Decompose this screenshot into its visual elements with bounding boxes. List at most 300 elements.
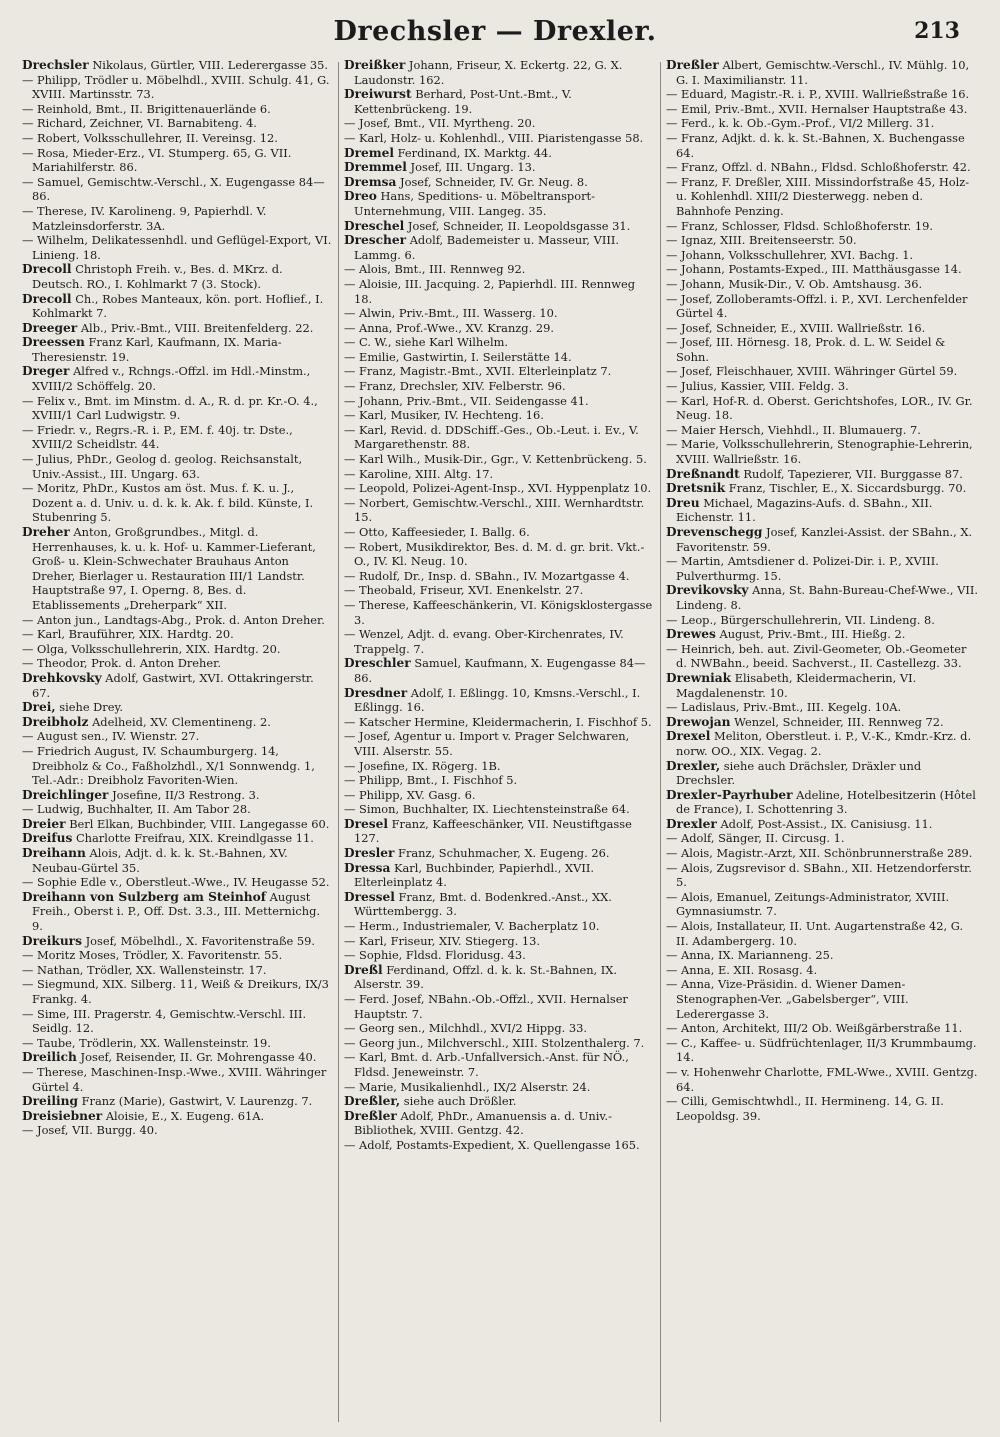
entry-surname: Dreßl [344, 962, 383, 977]
directory-entry [666, 262, 978, 277]
entry-text: — Georg jun., Milchverschl., XIII. Stolzenthalerg. 7. [344, 1035, 645, 1050]
entry-surname: Dreichlinger [22, 787, 109, 802]
entry-text: — Franz, Schlosser, Fldsd. Schloßhoferstr. 19. [666, 218, 934, 233]
entry-surname: Drechsler [22, 58, 89, 72]
entry-text: — Richard, Zeichner, VI. Barnabiteng. 4. [22, 116, 257, 131]
entry-text: Adelheid, XV. Clementineng. 2. [92, 714, 271, 729]
directory-entry [22, 802, 334, 817]
directory-entry [666, 890, 978, 919]
directory-entry [666, 437, 978, 466]
directory-entry [666, 846, 978, 861]
directory-entry [22, 1050, 334, 1065]
directory-entry [666, 642, 978, 671]
entry-surname: Dremel [344, 145, 395, 160]
entry-text: — Philipp, Bmt., I. Fischhof 5. [344, 773, 518, 788]
page-header [30, 12, 960, 52]
directory-entry [22, 890, 334, 934]
directory-entry [22, 394, 334, 423]
directory-entry [344, 861, 656, 890]
directory-entry [344, 350, 656, 365]
entry-text: Anna, St. Bahn-Bureau-Chef-Wwe., VII. Lindeng. 8. [676, 583, 978, 612]
directory-entry [344, 452, 656, 467]
entry-text: — Karl, Brauführer, XIX. Hardtg. 20. [22, 627, 234, 642]
entry-text: — Karl, Holz- u. Kohlenhdl., VIII. Piaristengasse 58. [344, 130, 644, 145]
entry-text: — Karl, Friseur, XIV. Stiegerg. 13. [344, 933, 540, 948]
entry-text: — Franz, Magistr.-Bmt., XVII. Elterleinplatz 7. [344, 364, 612, 379]
entry-surname: Dressa [344, 860, 391, 875]
entry-surname: Drewniak [666, 670, 732, 685]
column-divider [660, 62, 661, 1422]
entry-text: — Nathan, Trödler, XX. Wallensteinstr. 17. [22, 962, 267, 977]
entry-text: August Freih., Oberst i. P., Off. Dst. 3.3., III. Metternichg. 9. [32, 889, 321, 934]
directory-entry [666, 1036, 978, 1065]
entry-surname: Dreessen [22, 335, 85, 350]
directory-entry [666, 394, 978, 423]
column-3 [666, 58, 978, 1428]
entry-text: — Johann, Postamts-Exped., III. Matthäusgasse 14. [666, 262, 962, 277]
entry-text: — Marie, Musikalienhdl., IX/2 Alserstr. 24. [344, 1079, 591, 1094]
directory-entry [22, 1036, 334, 1051]
entry-text: — Heinrich, beh. aut. Zivil-Geometer, Ob.-Geometer d. NWBahn., beeid. Sachverst., II. Castellezg. 33. [666, 641, 967, 671]
directory-entry [344, 729, 656, 758]
entry-text: Johann, Friseur, X. Eckertg. 22, G. X. Laudonstr. 162. [354, 58, 623, 87]
entry-text: — Wilhelm, Delikatessenhdl. und Geflügel-Export, VI. Linieng. 18. [22, 233, 332, 262]
directory-entry [344, 219, 656, 234]
directory-entry [666, 160, 978, 175]
entry-text: Christoph Freih. v., Bes. d. MKrz. d. Deutsch. RO., I. Kohlmarkt 7 (3. Stock). [32, 262, 283, 291]
directory-entry [22, 934, 334, 949]
entry-text: — Ferd. Josef, NBahn.-Ob.-Offzl., XVII. Hernalser Hauptstr. 7. [344, 992, 628, 1021]
directory-entry [344, 131, 656, 146]
entry-text: Hans, Speditions- u. Möbeltransport-Unternehmung, VIII. Langeg. 35. [354, 189, 595, 218]
entry-text: Berl Elkan, Buchbinder, VIII. Langegasse 60. [69, 816, 330, 831]
directory-entry [22, 875, 334, 890]
entry-text: — Karl, Bmt. d. Arb.-Unfallversich.-Anst. für NÖ., Fldsd. Jeneweinstr. 7. [344, 1050, 629, 1079]
entry-text: — Josef, Agentur u. Import v. Prager Selchwaren, VIII. Alserstr. 55. [344, 729, 630, 758]
entry-text: Adolf, Bademeister u. Masseur, VIII. Lammg. 6. [354, 233, 619, 262]
directory-entry [344, 686, 656, 715]
entry-surname: Dretsnik [666, 481, 726, 496]
entry-text: — Eduard, Magistr.-R. i. P., XVIII. Wallrießstraße 16. [666, 87, 970, 102]
entry-surname: Drescher [344, 233, 407, 248]
directory-entry [344, 233, 656, 262]
directory-entry [666, 219, 978, 234]
directory-entry [344, 262, 656, 277]
directory-entry [344, 1080, 656, 1095]
directory-entry [344, 817, 656, 846]
entry-text: — Moritz, PhDr., Kustos am öst. Mus. f. K. u. J., Dozent a. d. Univ. u. d. k. k. Ak. f. bild. Künste, I. Stubenring 5. [22, 481, 314, 525]
directory-entry [22, 977, 334, 1006]
entry-text: Franz (Marie), Gastwirt, V. Laurenzg. 7. [81, 1094, 313, 1109]
directory-entry [22, 729, 334, 744]
entry-surname: Dreu [666, 495, 700, 510]
entry-text: — Josef, III. Hörnesg. 18, Prok. d. L. W. Seidel & Sohn. [666, 335, 946, 364]
directory-entry [22, 58, 334, 73]
directory-entry [344, 773, 656, 788]
entry-text: siehe Drey. [59, 700, 124, 715]
entry-text: — Moritz Moses, Trödler, X. Favoritenstr. 55. [22, 948, 283, 963]
directory-entry [344, 525, 656, 540]
entry-text: — Sime, III. Pragerstr. 4, Gemischtw.-Verschl. III. Seidlg. 12. [22, 1006, 307, 1036]
directory-entry [344, 364, 656, 379]
entry-surname: Drexler, [666, 758, 721, 773]
entry-text: — Therese, Kaffeeschänkerin, VI. Königsklostergasse 3. [344, 597, 653, 627]
entry-surname: Dreiwurst [344, 87, 412, 102]
directory-entry [344, 306, 656, 321]
entry-text: — Theodor, Prok. d. Anton Dreher. [22, 656, 221, 671]
entry-text: — Anton, Architekt, III/2 Ob. Weißgärberstraße 11. [666, 1021, 963, 1036]
entry-text: — Maier Hersch, Viehhdl., II. Blumauerg. 7. [666, 422, 921, 437]
directory-entry [666, 525, 978, 554]
entry-text: Adeline, Hotelbesitzerin (Hôtel de France), I. Schottenring 3. [676, 787, 976, 817]
entry-text: Josef, Kanzlei-Assist. der SBahn., X. Favoritenstr. 59. [676, 525, 973, 554]
directory-entry [344, 1036, 656, 1051]
directory-entry [666, 613, 978, 628]
directory-entry [344, 846, 656, 861]
entry-text: Albert, Gemischtw.-Verschl., IV. Mühlg. 10, G. I. Maximilianstr. 11. [676, 58, 970, 87]
directory-entry [666, 963, 978, 978]
entry-text: Aloisie, E., X. Eugeng. 61A. [105, 1108, 265, 1123]
directory-entry [666, 817, 978, 832]
entry-text: — C. W., siehe Karl Wilhelm. [344, 335, 509, 350]
entry-surname: Dresdner [344, 685, 408, 700]
directory-entry [22, 131, 334, 146]
entry-text: — Anna, IX. Marianneng. 25. [666, 948, 834, 963]
directory-entry [666, 102, 978, 117]
entry-surname: Dreßler [666, 58, 719, 72]
directory-entry [666, 831, 978, 846]
entry-text: Adolf, I. Eßlingg. 10, Kmsns.-Verschl., I. Eßlingg. 16. [354, 685, 641, 715]
directory-entry [666, 948, 978, 963]
entry-surname: Dreißker [344, 58, 406, 72]
directory-entry [666, 496, 978, 525]
entry-surname: Dressel [344, 889, 395, 904]
directory-entry [22, 321, 334, 336]
directory-entry [666, 715, 978, 730]
directory-entry [22, 627, 334, 642]
directory-entry [22, 715, 334, 730]
entry-surname: Dreikurs [22, 933, 82, 948]
directory-entry [666, 977, 978, 1021]
directory-entry [344, 116, 656, 131]
directory-entry [666, 729, 978, 758]
directory-entry [22, 671, 334, 700]
entry-surname: Dreßler, [344, 1094, 401, 1109]
directory-entry [344, 788, 656, 803]
entry-text: — Alois, Installateur, II. Unt. Augartenstraße 42, G. II. Adambergerg. 10. [666, 919, 964, 948]
directory-entry [666, 627, 978, 642]
directory-entry [22, 335, 334, 364]
directory-entry [666, 364, 978, 379]
entry-text: — Franz, Offzl. d. NBahn., Fldsd. Schloßhoferstr. 42. [666, 160, 971, 175]
entry-text: Josef, III. Ungarg. 13. [410, 160, 536, 175]
entry-surname: Dreßler [344, 1108, 397, 1123]
directory-entry [22, 846, 334, 875]
directory-entry [22, 175, 334, 204]
directory-entry [22, 423, 334, 452]
entry-text: — Herm., Industriemaler, V. Bacherplatz 10. [344, 919, 600, 934]
directory-entry [22, 116, 334, 131]
directory-entry [22, 481, 334, 525]
directory-entry [22, 744, 334, 788]
entry-text: — Wenzel, Adjt. d. evang. Ober-Kirchenrates, IV. Trappelg. 7. [344, 627, 624, 656]
directory-entry [344, 481, 656, 496]
directory-entry [344, 160, 656, 175]
entry-text: — Julius, Kassier, VIII. Feldg. 3. [666, 379, 849, 394]
entry-text: — Ferd., k. k. Ob.-Gym.-Prof., VI/2 Millerg. 31. [666, 116, 935, 131]
entry-text: — Aloisie, III. Jacquing. 2, Papierhdl. III. Rennweg 18. [344, 276, 636, 306]
entry-surname: Dreifus [22, 831, 73, 846]
column-divider [338, 62, 339, 1422]
entry-surname: Dresel [344, 816, 388, 831]
directory-entry [344, 189, 656, 218]
entry-surname: Dreschler [344, 656, 411, 671]
entry-text: Rudolf, Tapezierer, VII. Burggasse 87. [743, 466, 963, 481]
entry-text: — Johann, Priv.-Bmt., VII. Seidengasse 41. [344, 393, 589, 408]
directory-entry [22, 73, 334, 102]
entry-text: Adolf, PhDr., Amanuensis a. d. Univ.-Bibliothek, XVIII. Gentzg. 42. [354, 1108, 612, 1138]
directory-entry [344, 934, 656, 949]
entry-text: — Rudolf, Dr., Insp. d. SBahn., IV. Mozartgasse 4. [344, 568, 630, 583]
entry-text: — Friedr. v., Regrs.-R. i. P., EM. f. 40j. tr. Dste., XVIII/2 Scheidlstr. 44. [22, 422, 293, 452]
entry-text: — Philipp, Trödler u. Möbelhdl., XVIII. Schulg. 41, G. XVIII. Martinsstr. 73. [22, 72, 330, 102]
directory-entry [666, 467, 978, 482]
entry-text: — Leopold, Polizei-Agent-Insp., XVI. Hyppenplatz 10. [344, 481, 652, 496]
directory-entry [666, 277, 978, 292]
entry-surname: Dreger [22, 364, 70, 379]
entry-text: — Franz, Drechsler, XIV. Felberstr. 96. [344, 379, 566, 394]
entry-text: Ch., Robes Manteaux, kön. port. Hoflief., I. Kohlmarkt 7. [32, 291, 324, 321]
directory-entry [22, 1109, 334, 1124]
directory-entry [344, 759, 656, 774]
entry-text: — Karl Wilh., Musik-Dir., Ggr., V. Kettenbrückeng. 5. [344, 452, 647, 467]
directory-entry [22, 613, 334, 628]
column-2 [344, 58, 656, 1428]
directory-entry [22, 831, 334, 846]
entry-text: — Robert, Musikdirektor, Bes. d. M. d. gr. brit. Vkt.-O., IV. Kl. Neug. 10. [344, 539, 645, 569]
entry-surname: Dreeger [22, 320, 78, 335]
entry-text: — Josef, Fleischhauer, XVIII. Währinger Gürtel 59. [666, 364, 958, 379]
directory-entry [344, 379, 656, 394]
directory-entry [22, 233, 334, 262]
entry-text: Alb., Priv.-Bmt., VIII. Breitenfelderg. 22. [80, 320, 314, 335]
directory-entry [344, 1050, 656, 1079]
directory-entry [22, 788, 334, 803]
entry-text: — Emil, Priv.-Bmt., XVII. Hernalser Hauptstraße 43. [666, 101, 968, 116]
directory-entry [344, 277, 656, 306]
directory-entry [344, 87, 656, 116]
entry-text: — Therese, IV. Karolineng. 9, Papierhdl. V. Matzleinsdorferstr. 3A. [22, 203, 267, 233]
directory-entry [666, 788, 978, 817]
entry-text: Elisabeth, Kleidermacherin, VI. Magdalenenstr. 10. [676, 670, 917, 700]
directory-entry [666, 379, 978, 394]
directory-entry [666, 87, 978, 102]
directory-entry [344, 496, 656, 525]
entry-text: — Cilli, Gemischtwhdl., II. Hermineng. 14, G. II. Leopoldsg. 39. [666, 1094, 944, 1123]
entry-text: Anton, Großgrundbes., Mitgl. d. Herrenhauses, k. u. k. Hof- u. Kammer-Lieferant, Groß- u. Klein-Schwechater Brauhaus Anton Dreher, Bierlager u. Restauration III/1 Landstr. Hauptstraße 97, I. Operng. 8, Bes. d. Etablissements „Dreherpark“ XII. [32, 525, 316, 612]
entry-text: Franz Karl, Kaufmann, IX. Maria-Theresienstr. 19. [32, 335, 282, 364]
entry-surname: Dreilich [22, 1050, 77, 1065]
entry-text: — Theobald, Friseur, XVI. Enenkelstr. 27. [344, 583, 584, 598]
entry-text: — Sophie, Fldsd. Floridusg. 43. [344, 948, 526, 963]
directory-entry [344, 627, 656, 656]
directory-entry [666, 554, 978, 583]
entry-surname: Dreiling [22, 1094, 79, 1109]
directory-entry [22, 204, 334, 233]
page-number: 213 [914, 18, 960, 44]
entry-surname: Dreßnandt [666, 466, 740, 481]
entry-text: — Leop., Bürgerschullehrerin, VII. Lindeng. 8. [666, 612, 935, 627]
directory-entry [666, 131, 978, 160]
entry-text: Michael, Magazins-Aufs. d. SBahn., XII. Eichenstr. 11. [676, 495, 933, 525]
entry-text: — Alois, Emanuel, Zeitungs-Administrator, XVIII. Gymnasiumstr. 7. [666, 889, 950, 919]
entry-text: — Norbert, Gemischtw.-Verschl., XIII. Wernhardtstr. 15. [344, 495, 645, 525]
directory-entry [22, 292, 334, 321]
directory-entry [22, 1065, 334, 1094]
directory-entry [666, 700, 978, 715]
entry-text: — Taube, Trödlerin, XX. Wallensteinstr. 19. [22, 1035, 271, 1050]
directory-entry [22, 1007, 334, 1036]
directory-entry [22, 262, 334, 291]
entry-text: — Anna, Vize-Präsidin. d. Wiener Damen-Stenographen-Ver. „Gabelsberger“, VIII. Lederergasse 3. [666, 977, 909, 1021]
directory-entry [666, 919, 978, 948]
entry-surname: Dremsa [344, 174, 397, 189]
entry-surname: Dreier [22, 816, 66, 831]
entry-text: — Josef, Bmt., VII. Myrtheng. 20. [344, 116, 536, 131]
directory-entry [344, 321, 656, 336]
entry-text: — Felix v., Bmt. im Minstm. d. A., R. d. pr. Kr.-O. 4., XVIII/1 Carl Ludwigstr. 9. [22, 393, 318, 423]
directory-entry [344, 919, 656, 934]
directory-entry [344, 1094, 656, 1109]
entry-surname: Dreisiebner [22, 1108, 103, 1123]
entry-text: — Alois, Bmt., III. Rennweg 92. [344, 262, 526, 277]
entry-text: — Alwin, Priv.-Bmt., III. Wasserg. 10. [344, 306, 558, 321]
entry-text: — Josef, VII. Burgg. 40. [22, 1123, 158, 1138]
entry-text: Meliton, Oberstleut. i. P., V.-K., Kmdr.-Krz. d. norw. OO., XIX. Vegag. 2. [676, 729, 972, 758]
entry-text: Alois, Adjt. d. k. k. St.-Bahnen, XV. Neubau-Gürtel 35. [32, 846, 288, 875]
entry-surname: Dreihann [22, 846, 86, 861]
entry-text: — Rosa, Mieder-Erz., VI. Stumperg. 65, G. VII. Mariahilferstr. 86. [22, 145, 292, 175]
directory-entry [666, 233, 978, 248]
columns [22, 58, 982, 1428]
entry-text: — Robert, Volksschullehrer, II. Vereinsg. 12. [22, 130, 278, 145]
entry-text: Josef, Möbelhdl., X. Favoritenstraße 59. [85, 933, 316, 948]
directory-entry [666, 1065, 978, 1094]
entry-text: — Reinhold, Bmt., II. Brigittenauerlände 6. [22, 101, 271, 116]
entry-text: — Anna, Prof.-Wwe., XV. Kranzg. 29. [344, 320, 554, 335]
entry-text: — Samuel, Gemischtw.-Verschl., X. Eugengasse 84—86. [22, 174, 325, 204]
entry-text: — Johann, Musik-Dir., V. Ob. Amtshausg. 36. [666, 276, 923, 291]
directory-entry [22, 963, 334, 978]
entry-text: — v. Hohenwehr Charlotte, FML-Wwe., XVIII. Gentzg. 64. [666, 1064, 978, 1094]
directory-entry [666, 175, 978, 219]
directory-entry [666, 292, 978, 321]
directory-entry [22, 700, 334, 715]
entry-text: — Martin, Amtsdiener d. Polizei-Dir. i. P., XVIII. Pulverthurmg. 15. [666, 554, 939, 583]
entry-surname: Drei, [22, 700, 56, 715]
directory-entry [22, 817, 334, 832]
entry-surname: Dreibholz [22, 714, 89, 729]
entry-surname: Drexel [666, 729, 711, 744]
directory-entry [344, 583, 656, 598]
directory-entry [22, 656, 334, 671]
entry-text: Josef, Schneider, II. Leopoldsgasse 31. [407, 218, 631, 233]
entry-text: — Anton jun., Landtags-Abg., Prok. d. Anton Dreher. [22, 612, 325, 627]
directory-entry [344, 569, 656, 584]
directory-entry [344, 715, 656, 730]
entry-surname: Dreher [22, 525, 70, 539]
entry-surname: Drexler-Payrhuber [666, 787, 793, 802]
directory-entry [344, 408, 656, 423]
directory-entry [22, 1123, 334, 1138]
entry-surname: Drewojan [666, 714, 731, 729]
directory-entry [344, 890, 656, 919]
entry-text: — August sen., IV. Wienstr. 27. [22, 729, 200, 744]
entry-text: Adolf, Post-Assist., IX. Canisiusg. 11. [720, 816, 933, 831]
entry-text: Samuel, Kaufmann, X. Eugengasse 84—86. [354, 656, 646, 685]
entry-text: — Georg sen., Milchhdl., XVI/2 Hippg. 33. [344, 1021, 587, 1036]
entry-surname: Drewes [666, 627, 716, 642]
directory-entry [344, 175, 656, 190]
directory-entry [666, 1021, 978, 1036]
directory-entry [666, 116, 978, 131]
entry-text: Franz, Schuhmacher, X. Eugeng. 26. [398, 846, 610, 861]
entry-surname: Drehkovsky [22, 670, 102, 685]
column-1 [22, 58, 334, 1428]
directory-entry [22, 146, 334, 175]
entry-text: — Anna, E. XII. Rosasg. 4. [666, 962, 818, 977]
directory-entry [344, 963, 656, 992]
page-title: Drechsler — Drexler. [333, 16, 657, 47]
directory-entry [666, 1094, 978, 1123]
entry-surname: Drecoll [22, 291, 72, 306]
directory-entry [344, 992, 656, 1021]
entry-text: — Karl, Hof-R. d. Oberst. Gerichtshofes, LOR., IV. Gr. Neug. 18. [666, 393, 973, 423]
directory-entry [22, 642, 334, 657]
entry-text: Alfred v., Rchngs.-Offzl. im Hdl.-Minstm., XVIII/2 Schöffelg. 20. [32, 364, 311, 394]
entry-text: — Adolf, Postamts-Expedient, X. Quellengasse 165. [344, 1137, 640, 1152]
entry-surname: Dreschel [344, 218, 405, 233]
entry-surname: Drecoll [22, 262, 72, 277]
entry-text: Ferdinand, Offzl. d. k. k. St.-Bahnen, IX. Alserstr. 39. [354, 962, 618, 992]
entry-text: — Adolf, Sänger, II. Circusg. 1. [666, 831, 845, 846]
entry-text: — Josef, Schneider, E., XVIII. Wallrießstr. 16. [666, 320, 926, 335]
entry-text: — Katscher Hermine, Kleidermacherin, I. Fischhof 5. [344, 714, 652, 729]
entry-text: siehe auch Drächsler, Dräxler und Drechsler. [676, 758, 922, 788]
directory-entry [344, 394, 656, 409]
entry-text: — Emilie, Gastwirtin, I. Seilerstätte 14. [344, 349, 572, 364]
entry-text: — Marie, Volksschullehrerin, Stenographie-Lehrerin, XVIII. Wallrießstr. 16. [666, 437, 973, 467]
directory-entry [344, 58, 656, 87]
directory-entry [666, 481, 978, 496]
entry-text: Josef, Schneider, IV. Gr. Neug. 8. [400, 174, 588, 189]
directory-entry [22, 364, 334, 393]
entry-text: — Olga, Volksschullehrerin, XIX. Hardtg. 20. [22, 641, 281, 656]
entry-surname: Drevenschegg [666, 525, 763, 539]
entry-text: Nikolaus, Gürtler, VIII. Lederergasse 35. [92, 58, 329, 72]
entry-text: — Ladislaus, Priv.-Bmt., III. Kegelg. 10A. [666, 700, 902, 715]
directory-entry [666, 423, 978, 438]
directory-entry [22, 102, 334, 117]
entry-text: — Friedrich August, IV. Schaumburgerg. 14, Dreibholz & Co., Faßholzhdl., X/1 Sonnwendg. 1, Tel.-Adr.: Dreibholz Favoriten-Wien. [22, 743, 315, 788]
entry-surname: Drevikovsky [666, 583, 749, 598]
directory-entry [344, 1021, 656, 1036]
entry-surname: Dreo [344, 189, 377, 204]
entry-text: Wenzel, Schneider, III. Rennweg 72. [734, 714, 944, 729]
directory-entry [344, 802, 656, 817]
entry-text: — Simon, Buchhalter, IX. Liechtensteinstraße 64. [344, 802, 630, 817]
directory-entry [344, 335, 656, 350]
